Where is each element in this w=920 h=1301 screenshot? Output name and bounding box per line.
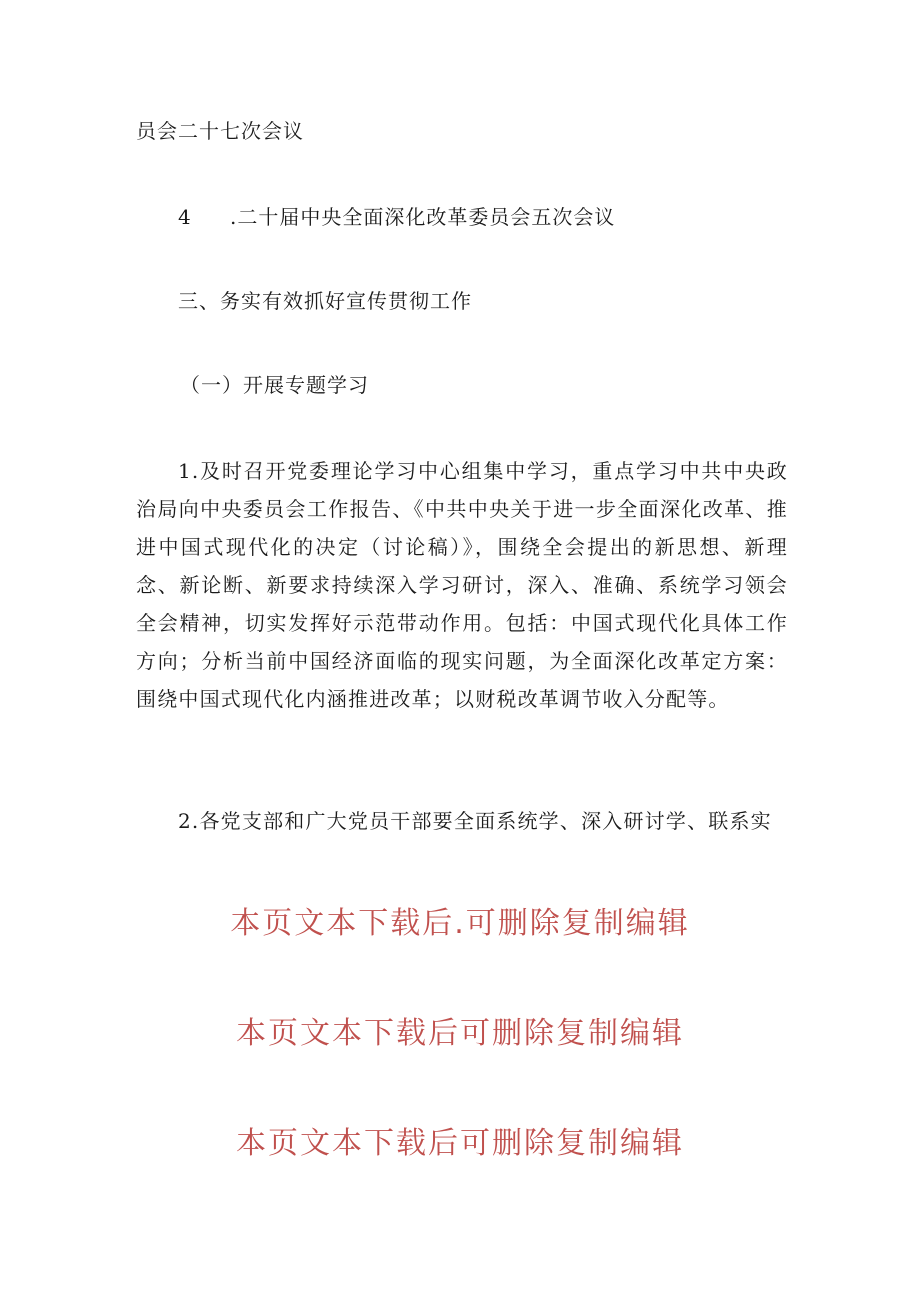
subsection-heading: （一）开展专题学习 — [180, 373, 369, 397]
watermark-text: 本页文本下载后可删除复制编辑 — [236, 1126, 684, 1161]
body-paragraph-2: 2.各党支部和广大党员干部要全面系统学、深入研讨学、联系实 — [178, 809, 772, 833]
watermark-text: 本页文本下载后.可删除复制编辑 — [230, 906, 690, 941]
body-paragraph-1: 1.及时召开党委理论学习中心组集中学习，重点学习中共中央政治局向中央委员会工作报告、《中共中央关于进一步全面深化改革、推进中国式现代化的决定（讨论稿）》，围绕全会提出的新思想、新理念、新论断、新要求持续深入学习研讨，深入、准确、系统学习领会全会精神，切实发挥好示范带动作用。包括：中国式现代化具体工作方向；分析当前中国经济面临的现实问题，为全面深化改革定方案：围绕中国式现代化内涵推进改革；以财税改革调节收入分配等。 — [136, 459, 788, 711]
list-item-number: 4 — [178, 205, 192, 229]
watermark-text: 本页文本下载后可删除复制编辑 — [236, 1016, 684, 1051]
list-item-text: .二十届中央全面深化改革委员会五次会议 — [230, 205, 616, 229]
list-item-4 — [178, 202, 615, 232]
text-line-continuation: 员会二十七次会议 — [136, 119, 304, 143]
section-heading: 三、务实有效抓好宣传贯彻工作 — [178, 289, 472, 313]
